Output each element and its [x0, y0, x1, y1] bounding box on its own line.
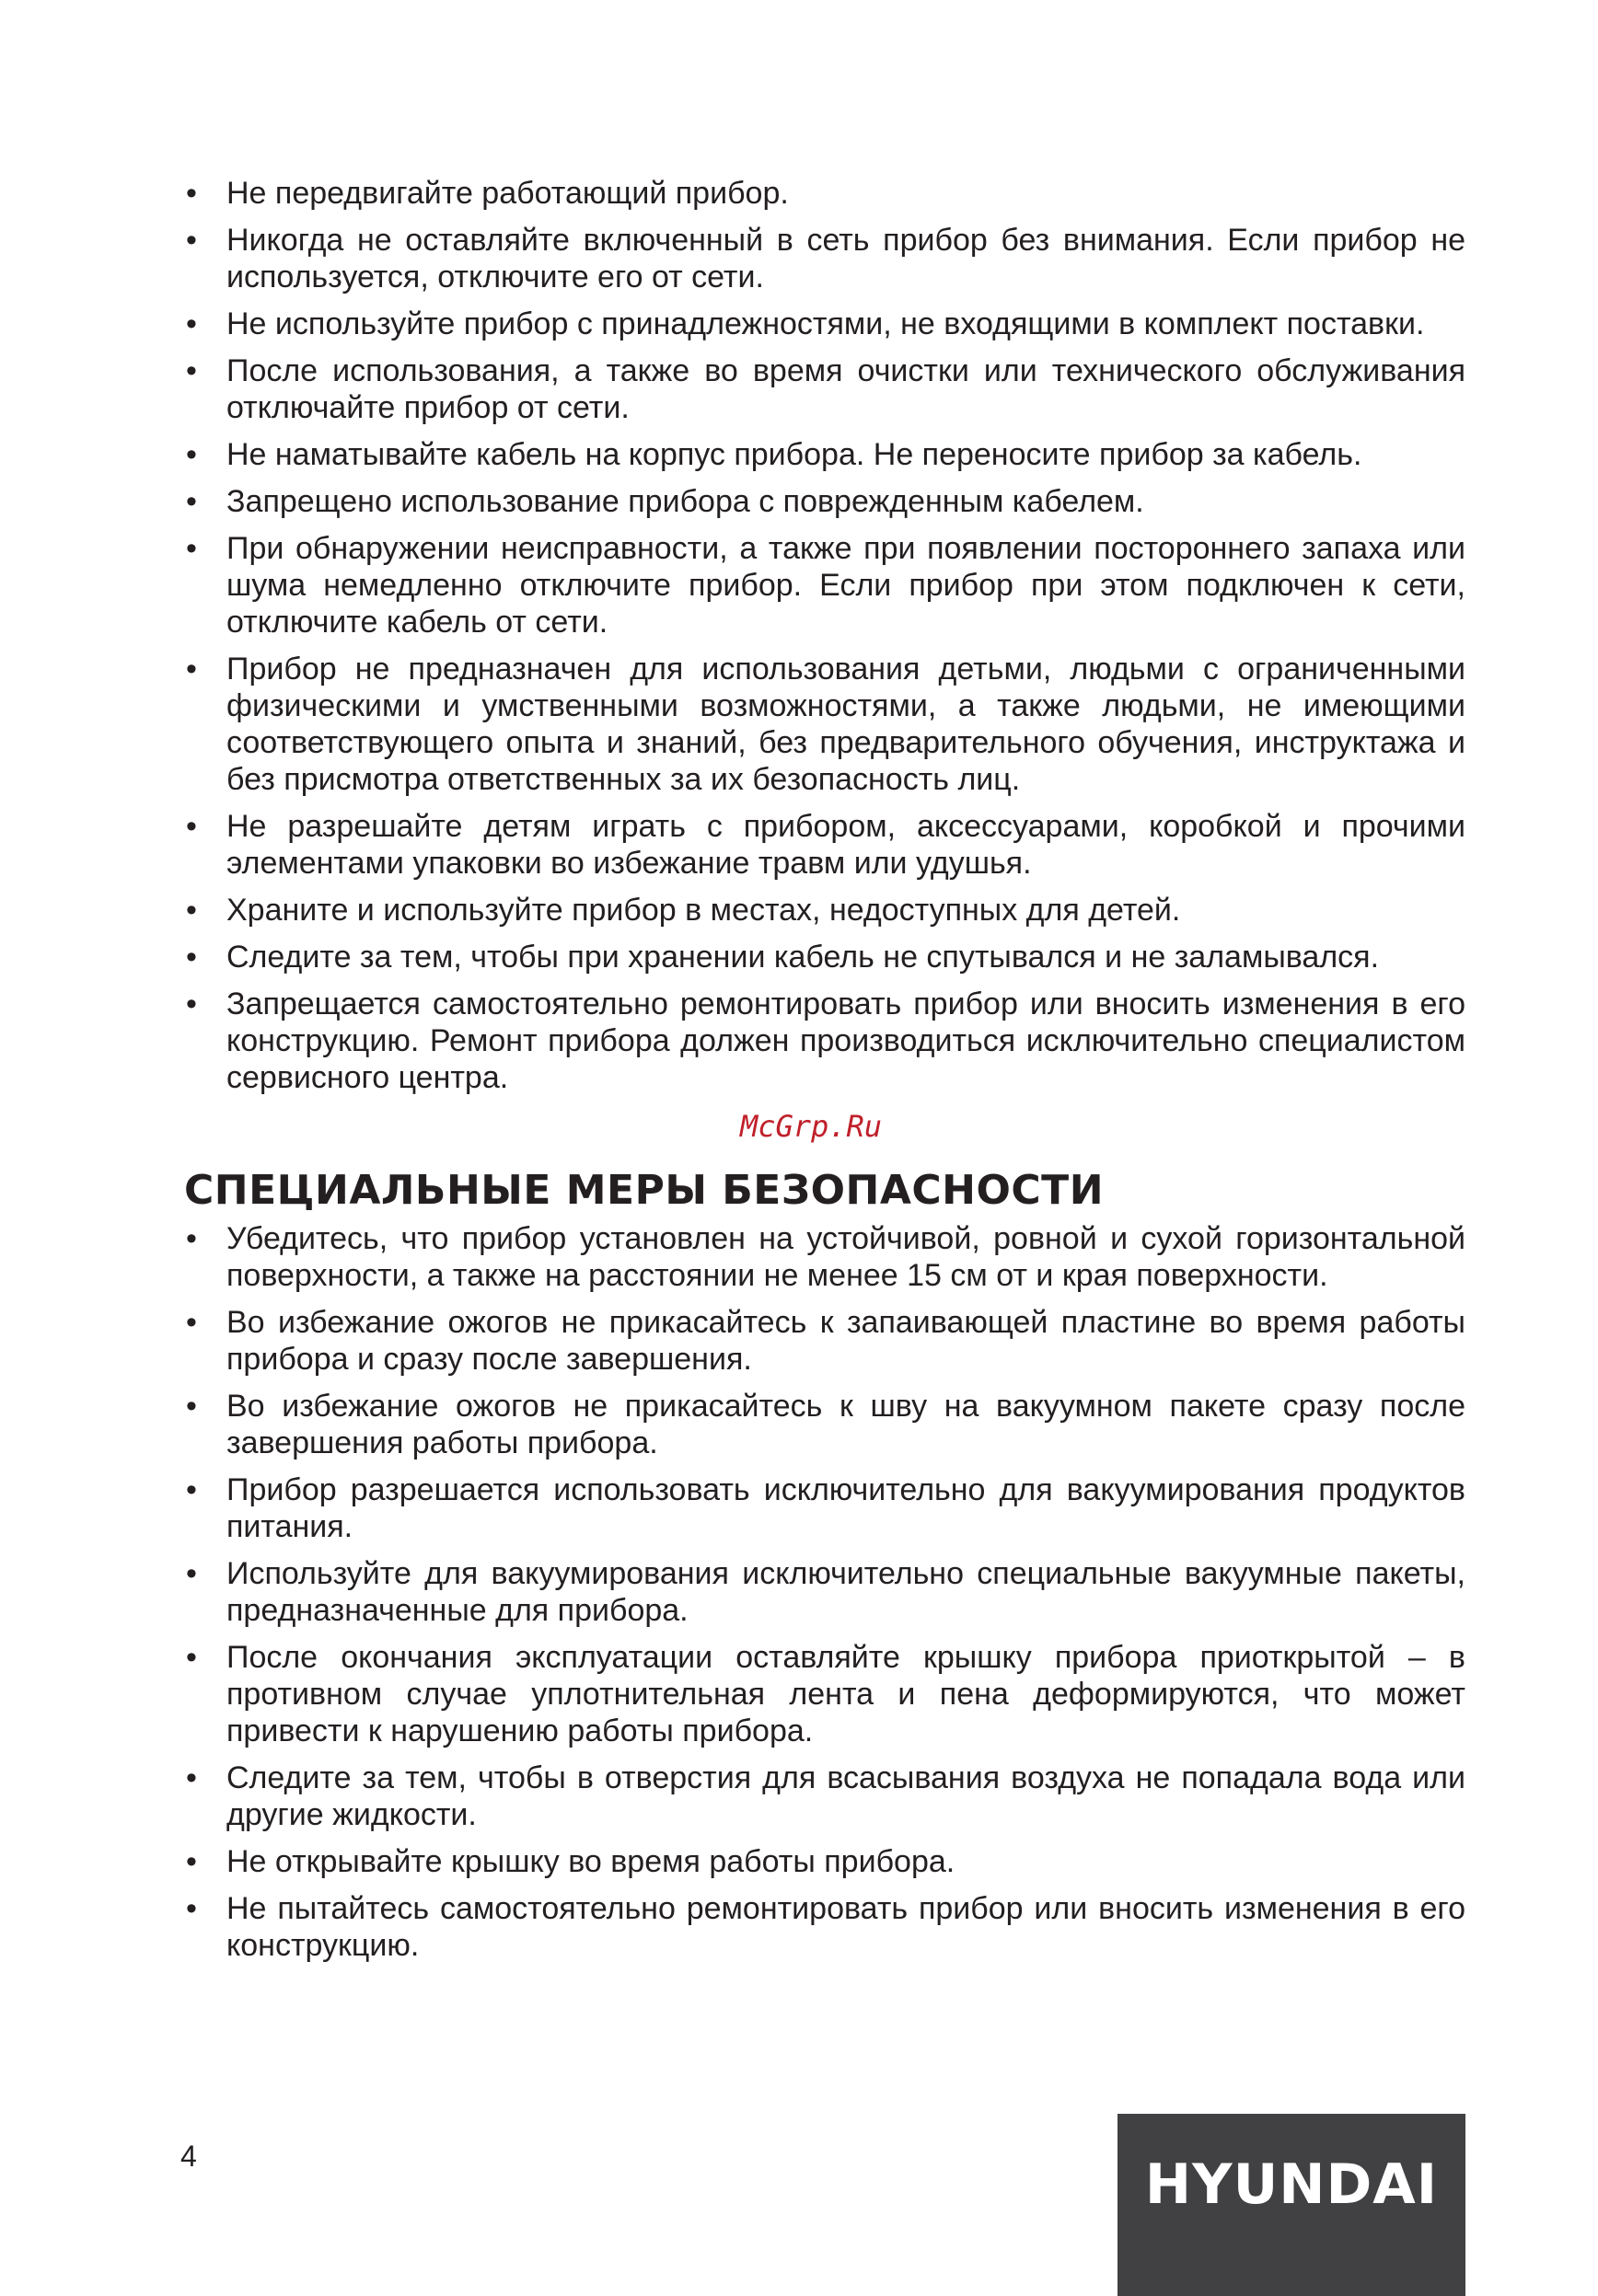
list-item-text: Храните и используйте прибор в местах, недоступных для детей. — [226, 893, 1181, 928]
section-title: СПЕЦИАЛЬНЫЕ МЕРЫ БЕЗОПАСНОСТИ — [184, 1167, 1105, 1214]
list-item — [184, 1304, 1465, 1378]
bullet-icon: • — [186, 940, 197, 975]
list-item — [184, 651, 1465, 798]
bullet-icon: • — [186, 437, 197, 472]
bullet-icon: • — [186, 986, 197, 1021]
bullet-icon: • — [186, 176, 197, 211]
list-item — [184, 352, 1465, 426]
bullet-icon: • — [186, 1221, 197, 1256]
list-item — [184, 986, 1465, 1096]
list-item-text: Никогда не оставляйте включенный в сеть прибор без внимания. Если прибор не используется, отключите его от сети. — [226, 223, 1465, 294]
list-item — [184, 530, 1465, 640]
bullet-icon: • — [186, 353, 197, 388]
list-item-text: Следите за тем, чтобы в отверстия для всасывания воздуха не попадала вода или другие жидкости. — [226, 1760, 1465, 1832]
list-item-text: Убедитесь, что прибор установлен на устойчивой, ровной и сухой горизонтальной поверхности, а также на расстоянии не менее 15 см от и края поверхности. — [226, 1221, 1465, 1293]
general-safety-list — [184, 175, 1465, 1096]
bullet-icon: • — [186, 306, 197, 341]
bullet-icon: • — [186, 893, 197, 928]
list-item — [184, 175, 1465, 212]
list-item — [184, 1555, 1465, 1629]
list-item — [184, 1388, 1465, 1461]
list-item — [184, 436, 1465, 473]
list-item — [184, 222, 1465, 295]
list-item — [184, 483, 1465, 520]
list-item-text: Не наматывайте кабель на корпус прибора. Не переносите прибор за кабель. — [226, 437, 1362, 472]
list-item-text: Запрещается самостоятельно ремонтировать прибор или вносить изменения в его конструкцию. Ремонт прибора должен производиться исключительно специалистом сервисного центра. — [226, 986, 1465, 1095]
document-body — [184, 175, 1465, 1974]
list-item-text: Не используйте прибор с принадлежностями, не входящими в комплект поставки. — [226, 306, 1425, 341]
bullet-icon: • — [186, 1844, 197, 1879]
list-item — [184, 1890, 1465, 1964]
bullet-icon: • — [186, 1640, 197, 1675]
bullet-icon: • — [186, 223, 197, 258]
list-item — [184, 1759, 1465, 1833]
bullet-icon: • — [186, 1472, 197, 1507]
bullet-icon: • — [186, 1389, 197, 1424]
list-item — [184, 939, 1465, 975]
list-item-text: При обнаружении неисправности, а также при появлении постороннего запаха или шума немедленно отключите прибор. Если прибор при этом подключен к сети, отключите кабель от сети. — [226, 531, 1465, 640]
list-item — [184, 892, 1465, 929]
bullet-icon: • — [186, 484, 197, 519]
brand-logo-box — [1117, 2114, 1465, 2296]
list-item-text: Прибор не предназначен для использования детьми, людьми с ограниченными физическими и умственными возможностями, а также людьми, не имеющими соответствующего опыта и знаний, без предварительного обучения, инструктажа и без присмотра ответственных за их безопасность лиц. — [226, 652, 1465, 797]
list-item-text: Не открывайте крышку во время работы прибора. — [226, 1844, 955, 1879]
page-number: 4 — [180, 2140, 197, 2173]
brand-logo: HYUNDAI — [1144, 2152, 1439, 2217]
special-safety-list — [184, 1220, 1465, 1964]
list-item — [184, 306, 1465, 342]
bullet-icon: • — [186, 531, 197, 566]
list-item-text: Не разрешайте детям играть с прибором, аксессуарами, коробкой и прочими элементами упаковки во избежание травм или удушья. — [226, 809, 1465, 881]
bullet-icon: • — [186, 1556, 197, 1591]
list-item-text: После использования, а также во время очистки или технического обслуживания отключайте прибор от сети. — [226, 353, 1465, 425]
list-item — [184, 1639, 1465, 1749]
bullet-icon: • — [186, 652, 197, 686]
list-item — [184, 808, 1465, 882]
bullet-icon: • — [186, 1891, 197, 1926]
watermark-link[interactable]: McGrp.Ru — [739, 1109, 883, 1144]
list-item-text: Не пытайтесь самостоятельно ремонтировать прибор или вносить изменения в его конструкцию. — [226, 1891, 1465, 1963]
list-item-text: Используйте для вакуумирования исключительно специальные вакуумные пакеты, предназначенные для прибора. — [226, 1556, 1465, 1628]
list-item-text: Прибор разрешается использовать исключительно для вакуумирования продуктов питания. — [226, 1472, 1465, 1544]
list-item — [184, 1220, 1465, 1294]
list-item-text: Во избежание ожогов не прикасайтесь к шву на вакуумном пакете сразу после завершения работы прибора. — [226, 1389, 1465, 1460]
bullet-icon: • — [186, 809, 197, 844]
list-item — [184, 1471, 1465, 1545]
list-item-text: Не передвигайте работающий прибор. — [226, 176, 789, 211]
list-item-text: После окончания эксплуатации оставляйте крышку прибора приоткрытой – в противном случае уплотнительная лента и пена деформируются, что может привести к нарушению работы прибора. — [226, 1640, 1465, 1748]
list-item-text: Следите за тем, чтобы при хранении кабель не спутывался и не заламывался. — [226, 940, 1380, 975]
bullet-icon: • — [186, 1305, 197, 1340]
list-item-text: Во избежание ожогов не прикасайтесь к запаивающей пластине во время работы прибора и сразу после завершения. — [226, 1305, 1465, 1377]
list-item-text: Запрещено использование прибора с поврежденным кабелем. — [226, 484, 1144, 519]
list-item — [184, 1843, 1465, 1880]
bullet-icon: • — [186, 1760, 197, 1795]
